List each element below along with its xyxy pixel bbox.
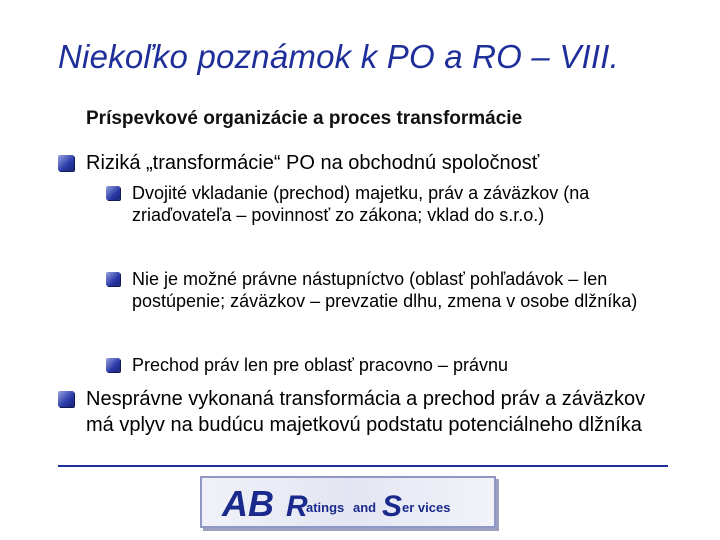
sub-bullet-item (106, 182, 686, 226)
logo-and-text: and (353, 500, 377, 515)
bullet-text: Dvojité vkladanie (prechod) majetku, práv a záväzkov (na zriaďovateľa – povinnosť zo zákona; vklad do s.r.o.) (132, 183, 590, 225)
bullet-text: Nie je možné právne nástupníctvo (oblasť pohľadávok – len postúpenie; záväzkov – prevzatie dlhu, zmena v osobe dlžníka) (132, 269, 638, 311)
bullet-text: Prechod práv len pre oblasť pracovno – právnu (132, 355, 508, 375)
bullet-item (58, 150, 668, 176)
bullet-text: Nesprávne vykonaná transformácia a prechod práv a záväzkov má vplyv na budúcu majetkovú podstatu potenciálneho dlžníka (86, 388, 646, 436)
slide-title: Niekoľko poznámok k PO a RO – VIII. (58, 38, 620, 75)
logo-s-letter: S (382, 490, 403, 523)
square-bullet-icon (106, 186, 120, 200)
bullet-item (58, 386, 678, 438)
logo-ervices-text: er vices (402, 500, 451, 515)
logo-ab-text: AB (222, 483, 274, 524)
logo-atings-text: atings (306, 500, 345, 515)
bullet-text: Riziká „transformácie“ PO na obchodnú spoločnosť (86, 152, 540, 174)
logo-r-letter: R (286, 490, 308, 523)
sub-bullet-item (106, 354, 686, 376)
square-bullet-icon (106, 358, 120, 372)
divider-line (58, 465, 668, 467)
company-logo (200, 476, 496, 528)
square-bullet-icon (58, 391, 74, 407)
sub-bullet-item (106, 268, 686, 312)
square-bullet-icon (58, 155, 74, 171)
slide-subtitle: Príspevkové organizácie a proces transformácie (86, 108, 523, 129)
square-bullet-icon (106, 272, 120, 286)
